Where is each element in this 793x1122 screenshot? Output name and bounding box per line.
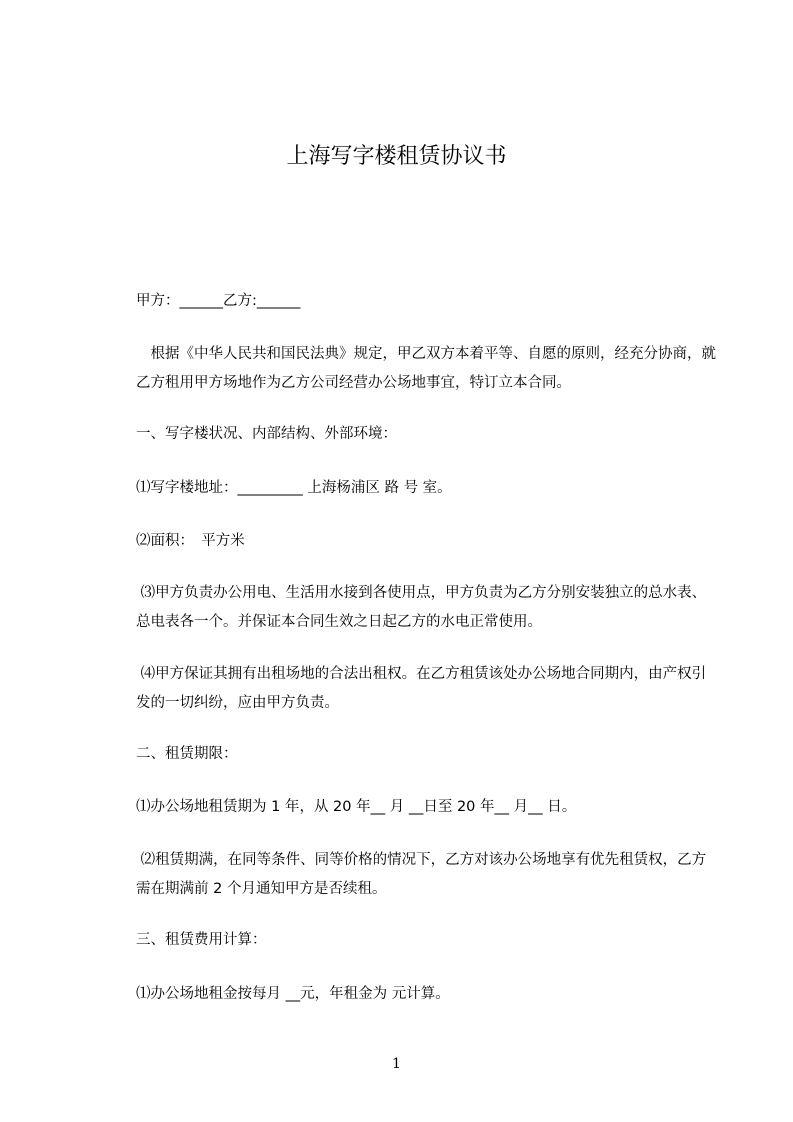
section-2-item-2: ⑵租赁期满，在同等条件、同等价格的情况下，乙方对该办公场地享有优先租赁权，乙方需在期满前 2 个月通知甲方是否续租。 bbox=[136, 852, 707, 897]
document-title: 上海写字楼租赁协议书 bbox=[286, 144, 507, 169]
page-number: 1 bbox=[392, 1056, 401, 1072]
section-1-heading: 一、写字楼状况、内部结构、外部环境： bbox=[136, 426, 397, 442]
section-3-item-1: ⑴办公场地租金按每月 __元，年租金为 元计算。 bbox=[136, 986, 450, 1002]
section-1-item-2: ⑵面积： 平方米 bbox=[136, 533, 245, 549]
section-1-item-3: ⑶甲方负责办公用电、生活用水接到各使用点，甲方负责为乙方分别安装独立的总水表、总电表各一个。并保证本合同生效之日起乙方的水电正常使用。 bbox=[136, 585, 707, 630]
intro-paragraph: 根据《中华人民共和国民法典》规定，甲乙双方本着平等、自愿的原则，经充分协商，就乙方租用甲方场地作为乙方公司经营办公场地事宜，特订立本合同。 bbox=[136, 346, 716, 391]
section-1-item-1: ⑴写字楼地址：_________ 上海杨浦区 路 号 室。 bbox=[136, 480, 452, 496]
section-2-item-1: ⑴办公场地租赁期为 1 年，从 20 年__ 月 __日至 20 年__ 月__ 日。 bbox=[136, 799, 577, 815]
section-2-heading: 二、租赁期限： bbox=[136, 746, 238, 762]
section-3-heading: 三、租赁费用计算： bbox=[136, 932, 267, 948]
parties-line: 甲方：______乙方:______ bbox=[136, 293, 301, 309]
section-1-item-4: ⑷甲方保证其拥有出租场地的合法出租权。在乙方租赁该处办公场地合同期内，由产权引发的一切纠纷，应由甲方负责。 bbox=[136, 666, 707, 711]
